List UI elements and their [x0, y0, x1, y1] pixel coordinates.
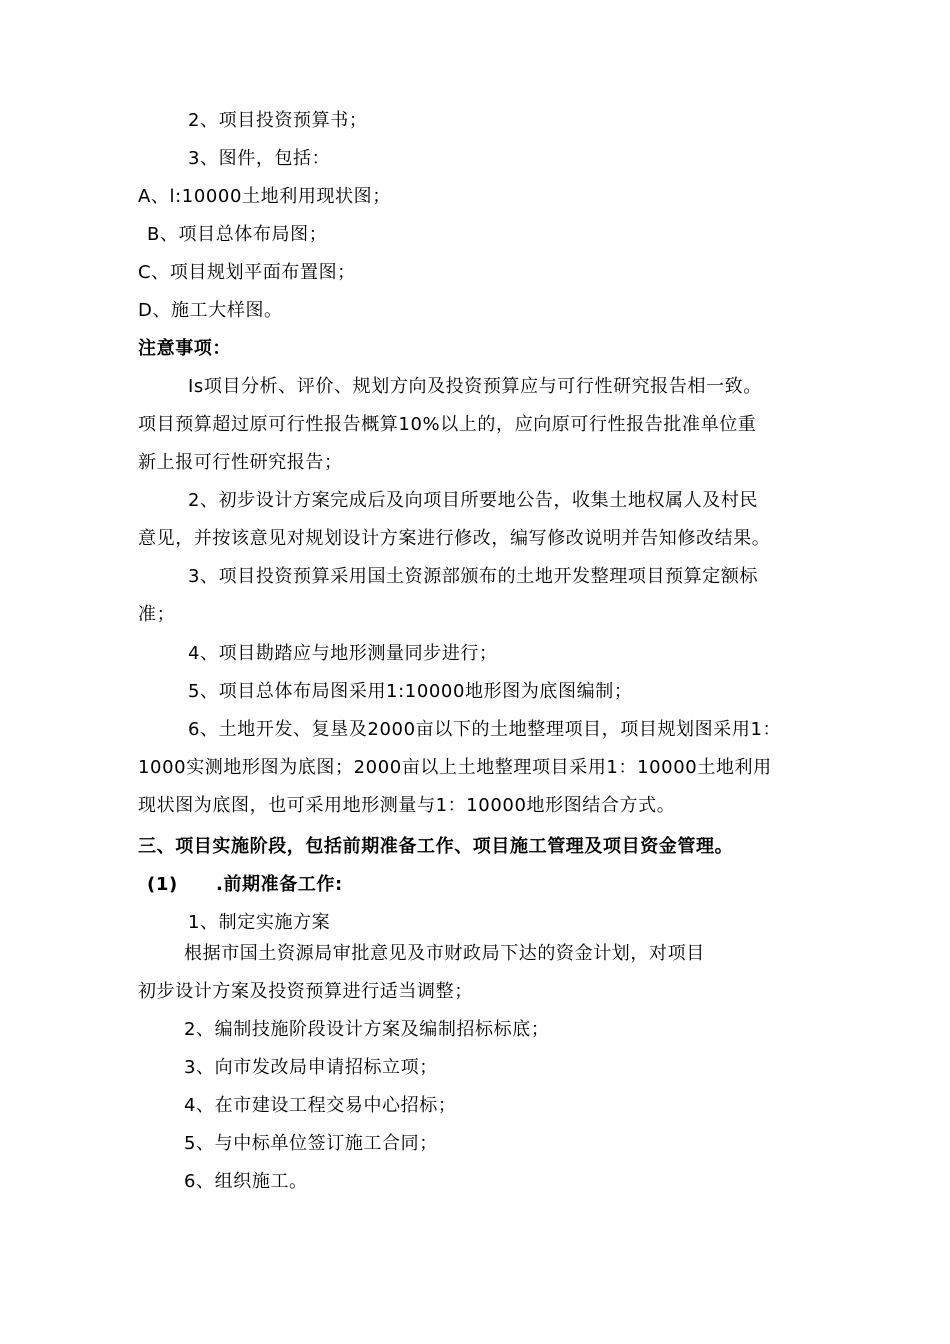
- text-line: 意见，并按该意见对规划设计方案进行修改，编写修改说明并告知修改结果。: [138, 528, 771, 549]
- text-line: 2、初步设计方案完成后及向项目所要地公告，收集土地权属人及村民: [188, 490, 759, 511]
- text-line: 2、项目投资预算书；: [188, 110, 368, 131]
- text-line: 5、项目总体布局图采用1:10000地形图为底图编制；: [188, 681, 633, 702]
- text-line: 初步设计方案及投资预算进行适当调整；: [138, 981, 473, 1002]
- text-line: 3、项目投资预算采用国土资源部颁布的土地开发整理项目预算定额标: [188, 566, 759, 587]
- text-line: 4、项目勘踏应与地形测量同步进行；: [188, 643, 498, 664]
- text-line: 1000实测地形图为底图；2000亩以上土地整理项目采用1：10000土地利用: [138, 757, 772, 778]
- text-line: A、l:10000土地利用现状图；: [138, 186, 391, 207]
- text-line: 3、图件，包括：: [188, 148, 331, 169]
- text-line: 6、组织施工。: [184, 1171, 308, 1192]
- text-line: D、施工大样图。: [138, 300, 283, 321]
- text-line: B、项目总体布局图；: [147, 224, 328, 245]
- text-line: C、项目规划平面布置图；: [138, 262, 356, 283]
- text-line: 4、在市建设工程交易中心招标；: [184, 1095, 457, 1116]
- section-heading: 注意事项：: [138, 338, 231, 359]
- text-line: Is项目分析、评价、规划方向及投资预算应与可行性研究报告相一致。: [188, 376, 762, 397]
- text-line: 5、与中标单位签订施工合同；: [184, 1133, 438, 1154]
- subsection-number: (1): [147, 874, 178, 895]
- text-line: 准；: [138, 604, 176, 625]
- text-line: 2、编制技施阶段设计方案及编制招标标底；: [184, 1019, 550, 1040]
- text-line: 现状图为底图，也可采用地形测量与1：10000地形图结合方式。: [138, 795, 676, 816]
- text-line: 6、土地开发、复垦及2000亩以下的土地整理项目，项目规划图采用1：: [188, 719, 782, 740]
- text-line: 根据市国土资源局审批意见及市财政局下达的资金计划，对项目: [184, 943, 705, 964]
- text-line: 1、制定实施方案: [188, 912, 331, 933]
- section-heading: 三、项目实施阶段，包括前期准备工作、项目施工管理及项目资金管理。: [138, 836, 734, 857]
- subsection-heading: .前期准备工作:: [216, 874, 343, 895]
- text-line: 新上报可行性研究报告；: [138, 452, 343, 473]
- text-line: 3、向市发改局申请招标立项；: [184, 1057, 438, 1078]
- text-line: 项目预算超过原可行性报告概算10%以上的，应向原可行性报告批准单位重: [138, 414, 757, 435]
